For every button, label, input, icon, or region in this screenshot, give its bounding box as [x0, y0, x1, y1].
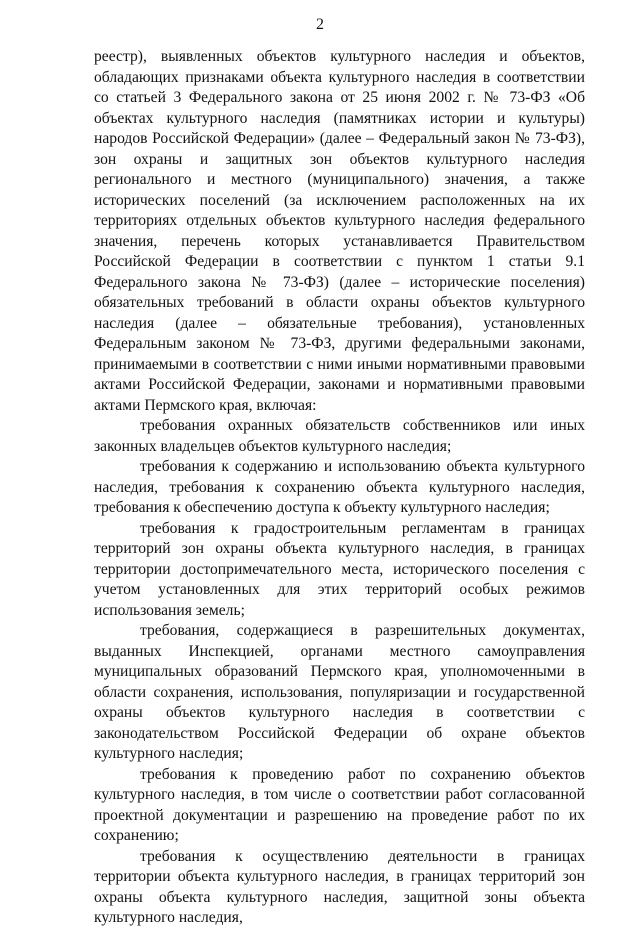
- page-number: 2: [316, 16, 324, 33]
- paragraph-intro: реестр), выявленных объектов культурного наследия и объектов, обладающих признаками объекта культурного наследия в соответствии со статьей 3 Федерального закона от 25 июня 2002 г. № 73-ФЗ «Об объектах культурного наследия (памятниках истории и культуры) народов Российской Федерации» (далее – Федеральный закон № 73-ФЗ), зон охраны и защитных зон объектов культурного наследия регионального и местного (муниципального) значения, а также исторических поселений (за исключением расположенных на их территориях отдельных объектов культурного наследия федерального значения, перечень которых устанавливается Правительством Российской Федерации в соответствии с пунктом 1 статьи 9.1 Федерального закона № 73-ФЗ) (далее – исторические поселения) обязательных требований в области охраны объектов культурного наследия (далее – обязательные требования), установленных Федеральным законом № 73-ФЗ, другими федеральными законами, принимаемыми в соответствии с ними иными нормативными правовыми актами Российской Федерации, законами и нормативными правовыми актами Пермского края, включая:: [94, 48, 585, 414]
- document-body: [94, 47, 585, 929]
- paragraph-activity-requirements: требования к осуществлению деятельности в границах территории объекта культурного наследия, в границах территорий зон охраны объекта культурного наследия, защитной зоны объекта культурного наследия,: [94, 847, 585, 926]
- paragraph-urban-planning-requirements: требования к градостроительным регламентам в границах территорий зон охраны объекта культурного наследия, в границах территории достопримечательного места, исторического поселения с учетом установленных для этих территорий особых режимов использования земель;: [94, 519, 585, 619]
- paragraph-preservation-works-requirements: требования к проведению работ по сохранению объектов культурного наследия, в том числе о соответствии работ согласованной проектной документации и разрешению на проведение работ по их сохранению;: [94, 765, 585, 844]
- paragraph-maintenance-requirements: требования к содержанию и использованию объекта культурного наследия, требования к сохранению объекта культурного наследия, требования к обеспечению доступа к объекту культурного наследия;: [94, 458, 585, 516]
- paragraph-permit-requirements: требования, содержащиеся в разрешительных документах, выданных Инспекцией, органами местного самоуправления муниципальных образований Пермского края, уполномоченными в области сохранения, использования, популяризации и государственной охраны объектов культурного наследия в соответствии с законодательством Российской Федерации об охране объектов культурного наследия;: [94, 622, 585, 762]
- paragraph-protective-obligations: требования охранных обязательств собственников или иных законных владельцев объектов культурного наследия;: [94, 417, 585, 455]
